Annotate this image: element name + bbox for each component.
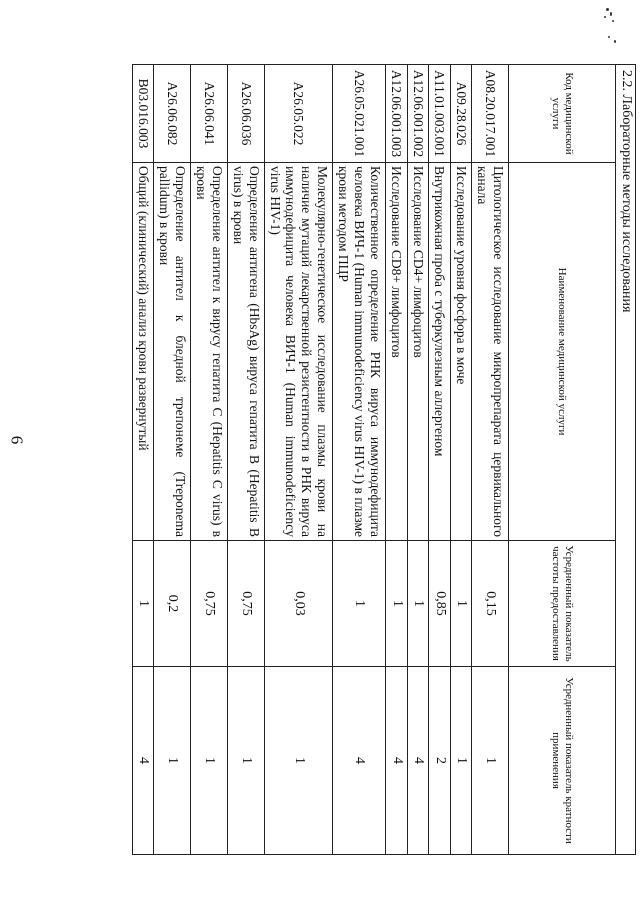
service-code: A26.05.022 — [264, 65, 333, 163]
service-code: A12.06.001.003 — [386, 65, 408, 163]
multiplicity-value: 1 — [190, 667, 227, 855]
multiplicity-value: 1 — [472, 667, 509, 855]
frequency-value: 0,2 — [154, 541, 191, 667]
header-name: Наименование медицинской услуги — [509, 163, 616, 541]
frequency-value: 1 — [132, 541, 154, 667]
frequency-value: 1 — [450, 541, 472, 667]
service-name: Молекулярно-генетическое исследование плазмы крови на наличие мутаций лекарственной резистентности в РНК вируса иммунодефицита человека ВИЧ-1 (Human immunodeficiency virus HIV-1) — [264, 163, 333, 541]
services-table — [132, 64, 636, 855]
header-multiplicity: Усредненный показатель кратности применения — [509, 667, 616, 855]
multiplicity-value: 2 — [429, 667, 451, 855]
table-row — [429, 65, 451, 855]
table-row — [190, 65, 227, 855]
frequency-value: 0,75 — [190, 541, 227, 667]
service-code: A12.06.001.002 — [407, 65, 429, 163]
service-code: A26.06.082 — [154, 65, 191, 163]
service-code: A09.28.026 — [450, 65, 472, 163]
service-name: Исследование CD4+ лимфоцитов — [407, 163, 429, 541]
multiplicity-value: 4 — [132, 667, 154, 855]
service-name: Исследование уровня фосфора в моче — [450, 163, 472, 541]
table-row — [154, 65, 191, 855]
service-name: Цитологическое исследование микропрепарата цервикального канала — [472, 163, 509, 541]
header-code: Код медицинской услуги — [509, 65, 616, 163]
frequency-value: 0,75 — [227, 541, 264, 667]
header-frequency: Усредненный показатель частоты предоставления — [509, 541, 616, 667]
multiplicity-value: 1 — [227, 667, 264, 855]
section-row — [616, 65, 636, 855]
service-code: A26.05.021.001 — [333, 65, 386, 163]
frequency-value: 1 — [333, 541, 386, 667]
frequency-value: 0,85 — [429, 541, 451, 667]
table-row — [132, 65, 154, 855]
multiplicity-value: 1 — [264, 667, 333, 855]
table-row — [227, 65, 264, 855]
table-row — [472, 65, 509, 855]
multiplicity-value: 1 — [154, 667, 191, 855]
page-number: 6 — [7, 435, 27, 445]
service-code: A11.01.003.001 — [429, 65, 451, 163]
multiplicity-value: 4 — [333, 667, 386, 855]
service-name: Определение антител к вирусу гепатита С (Hepatitis С virus) в крови — [190, 163, 227, 541]
table-row — [264, 65, 333, 855]
multiplicity-value: 4 — [386, 667, 408, 855]
multiplicity-value: 4 — [407, 667, 429, 855]
service-name: Общий (клинический) анализ крови развернутый — [132, 163, 154, 541]
service-code: A26.06.041 — [190, 65, 227, 163]
header-row — [509, 65, 616, 855]
scan-specks — [600, 6, 624, 46]
frequency-value: 0,15 — [472, 541, 509, 667]
table-row — [407, 65, 429, 855]
frequency-value: 0,03 — [264, 541, 333, 667]
section-title: 2.2. Лабораторные методы исследования — [616, 65, 636, 855]
service-code: B03.016.003 — [132, 65, 154, 163]
frequency-value: 1 — [386, 541, 408, 667]
service-name: Количественное определение РНК вируса иммунодефицита человека ВИЧ-1 (Human immunodeficiency virus HIV-1) в плазме крови методом ПЦР — [333, 163, 386, 541]
multiplicity-value: 1 — [450, 667, 472, 855]
service-name: Определение антител к бледной трепонеме (Treponema pallidum) в крови — [154, 163, 191, 541]
table-row — [386, 65, 408, 855]
frequency-value: 1 — [407, 541, 429, 667]
table-row — [450, 65, 472, 855]
service-name: Внутрикожная проба с туберкулезным аллергеном — [429, 163, 451, 541]
service-code: A26.06.036 — [227, 65, 264, 163]
table-row — [333, 65, 386, 855]
service-name: Определение антигена (HbsAg) вируса гепатита В (Hepatitis В virus) в крови — [227, 163, 264, 541]
service-code: A08.20.017.001 — [472, 65, 509, 163]
rotated-table-container — [54, 64, 636, 854]
service-name: Исследование CD8+ лимфоцитов — [386, 163, 408, 541]
